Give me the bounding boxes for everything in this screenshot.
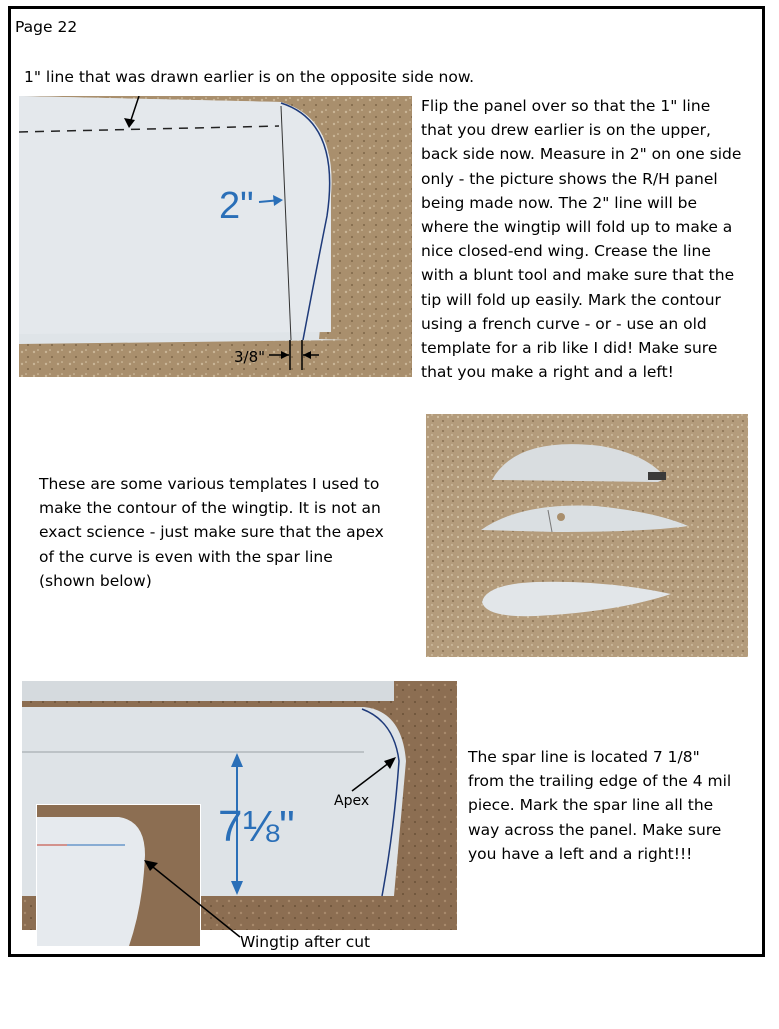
label-7-1-8: 7⅛" xyxy=(218,802,295,851)
text-line: where the wingtip will fold up to make a xyxy=(421,218,733,237)
label-3-8: 3/8" xyxy=(234,348,266,366)
instructions-paragraph-1 xyxy=(421,94,741,384)
text-line: (shown below) xyxy=(39,571,152,590)
label-apex: Apex xyxy=(334,793,370,809)
top-photo-caption: 1" line that was drawn earlier is on the opposite side now. xyxy=(24,68,475,86)
instructions-paragraph-2 xyxy=(39,472,384,593)
text-line: nice closed-end wing. Crease the line xyxy=(421,242,711,261)
text-line: using a french curve - or - use an old xyxy=(421,314,707,333)
text-line: back side now. Measure in 2" on one side xyxy=(421,145,742,164)
text-line: being made now. The 2" line will be xyxy=(421,193,698,212)
text-line: The spar line is located 7 1/8" xyxy=(468,748,700,766)
text-line: only - the picture shows the R/H panel xyxy=(421,169,718,188)
text-line: piece. Mark the spar line all the xyxy=(468,796,714,815)
text-line: These are some various templates I used to xyxy=(39,475,380,493)
text-line: template for a rib like I did! Make sure xyxy=(421,339,718,358)
text-line: make the contour of the wingtip. It is not an xyxy=(39,499,381,518)
inset-caption: Wingtip after cut xyxy=(240,933,371,951)
text-line: of the curve is even with the spar line xyxy=(39,547,333,566)
text-line: you have a left and a right!!! xyxy=(468,844,693,863)
page-number: Page 22 xyxy=(15,18,78,36)
text-line: tip will fold up easily. Mark the contour xyxy=(421,290,721,309)
text-line: with a blunt tool and make sure that the xyxy=(421,266,735,285)
photo-panel-2in-line xyxy=(19,96,412,377)
text-line: that you drew earlier is on the upper, xyxy=(421,121,711,140)
text-line: that you make a right and a left! xyxy=(421,363,674,382)
instructions-paragraph-3 xyxy=(468,745,731,866)
text-line: way across the panel. Make sure xyxy=(468,820,722,839)
photo-rib-templates xyxy=(426,414,748,657)
text-line: from the trailing edge of the 4 mil xyxy=(468,772,732,791)
label-2in: 2" xyxy=(219,185,254,227)
text-line: exact science - just make sure that the apex xyxy=(39,523,384,542)
wingtip-arrow xyxy=(140,855,250,945)
text-line: Flip the panel over so that the 1" line xyxy=(421,97,711,115)
